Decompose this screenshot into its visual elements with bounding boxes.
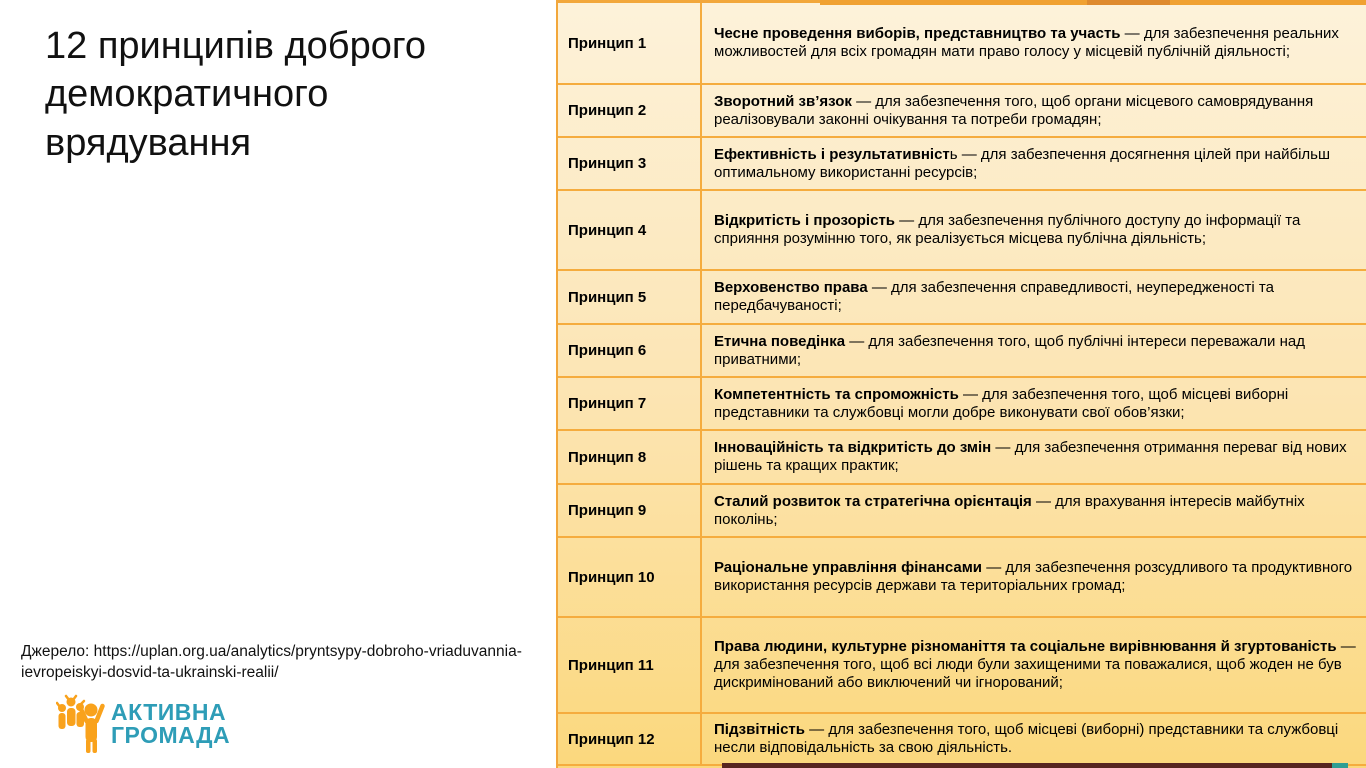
description-bold: Ефективність і результативніст (714, 145, 950, 163)
description-bold: Права людини, культурне різноманіття та соціальне вирівнювання й згуртованість (714, 638, 1337, 656)
principle-description (702, 138, 1366, 189)
bottom-accent-bar-dark (722, 763, 1332, 768)
principle-label: Принцип 5 (558, 271, 702, 323)
description-bold: Підзвітність (714, 721, 805, 739)
principle-label: Принцип 8 (558, 431, 702, 483)
table-row (558, 3, 1366, 85)
page-title: 12 принципів доброго демократичного врядування (45, 25, 427, 164)
principle-description (702, 485, 1366, 536)
principle-label: Принцип 1 (558, 3, 702, 83)
table-row (558, 485, 1366, 538)
people-group-icon (56, 693, 106, 755)
description-rest: — для забезпечення реальних можливостей для всіх громадян мати право голосу у місцевій публічній діяльності; (714, 25, 1339, 60)
description-bold: Раціональне управління фінансами (714, 559, 983, 577)
logo-text-line1: АКТИВНА (111, 698, 227, 725)
table-row (558, 85, 1366, 138)
table-row (558, 138, 1366, 191)
principle-label: Принцип 9 (558, 485, 702, 536)
table-row (558, 378, 1366, 431)
description-rest: — для забезпечення справедливості, неупередженості та передбачуваності; (714, 279, 1274, 314)
principle-description (702, 618, 1366, 712)
table-row (558, 618, 1366, 714)
description-rest: — для забезпечення того, щоб всі люди були захищеними та поважалися, щоб жоден не був дискримінований або виключений чи ігнорований; (714, 638, 1356, 691)
principle-description (702, 191, 1366, 269)
description-rest: — для забезпечення того, щоб місцеві виборні представники та службовці могли добре виконувати свої обов’язки; (714, 385, 1289, 421)
description-bold: Сталий розвиток та стратегічна орієнтація (714, 492, 1032, 510)
principle-description (702, 3, 1366, 83)
principle-label: Принцип 7 (558, 378, 702, 429)
principle-description (702, 85, 1366, 136)
source-text: Джерело: https://uplan.org.ua/analytics/pryntsypy-dobroho-vriaduvannia-ievropeiskyi-dosvid-ta-ukrainski-realii/ (21, 643, 522, 682)
principle-description (702, 378, 1366, 429)
table-row (558, 538, 1366, 618)
description-rest: — для забезпечення отримання переваг від нових рішень та кращих практик; (714, 439, 1347, 474)
principle-description (702, 325, 1366, 376)
principle-label: Принцип 3 (558, 138, 702, 189)
principle-description (702, 271, 1366, 323)
description-rest: — для забезпечення того, щоб органи місцевого самоврядування реалізовували законні очікування та потреби громадян; (714, 92, 1314, 128)
description-bold: Чесне проведення виборів, представництво та участь (714, 25, 1121, 43)
principles-table (556, 0, 1366, 768)
bottom-accent-bar-teal (1332, 763, 1348, 768)
active-hromada-logo (56, 693, 230, 755)
description-bold: Етична поведінка (714, 332, 846, 350)
principle-description (702, 538, 1366, 616)
principle-label: Принцип 12 (558, 714, 702, 764)
description-bold: Відкритість і прозорість (714, 212, 896, 230)
description-rest: — для забезпечення того, щоб публічні інтереси переважали над приватними; (714, 332, 1305, 368)
principle-description (702, 431, 1366, 483)
description-rest: — для врахування інтересів майбутніх поколінь; (714, 492, 1305, 528)
principle-label: Принцип 2 (558, 85, 702, 136)
description-rest: ь — для забезпечення досягнення цілей при найбільш оптимальному використанні ресурсів; (714, 145, 1331, 181)
logo-text-line2: ГРОМАДА (111, 722, 231, 748)
description-rest: — для забезпечення розсудливого та продуктивного використання ресурсів держави та територіальних громад; (714, 559, 1353, 594)
principle-label: Принцип 6 (558, 325, 702, 376)
table-row (558, 271, 1366, 325)
principle-label: Принцип 4 (558, 191, 702, 269)
description-bold: Інноваційність та відкритість до змін (714, 439, 996, 457)
description-bold: Зворотний зв’язок (714, 92, 852, 110)
table-row (558, 431, 1366, 485)
principle-label: Принцип 11 (558, 618, 702, 712)
principle-label: Принцип 10 (558, 538, 702, 616)
top-accent-bar-segment (1087, 0, 1170, 5)
description-bold: Компетентність та спроможність (714, 385, 959, 403)
table-row (558, 714, 1366, 766)
description-bold: Верховенство права (714, 279, 868, 297)
description-rest: — для забезпечення того, щоб місцеві (виборні) представники та службовці несли відповідальність за свою діяльність. (714, 721, 1339, 756)
logo-text (111, 698, 231, 748)
description-rest: — для забезпечення публічного доступу до інформації та сприяння розумінню того, як реалізується місцева публічна діяльність; (714, 212, 1301, 247)
table-row (558, 191, 1366, 271)
principle-description (702, 714, 1366, 764)
table-row (558, 325, 1366, 378)
